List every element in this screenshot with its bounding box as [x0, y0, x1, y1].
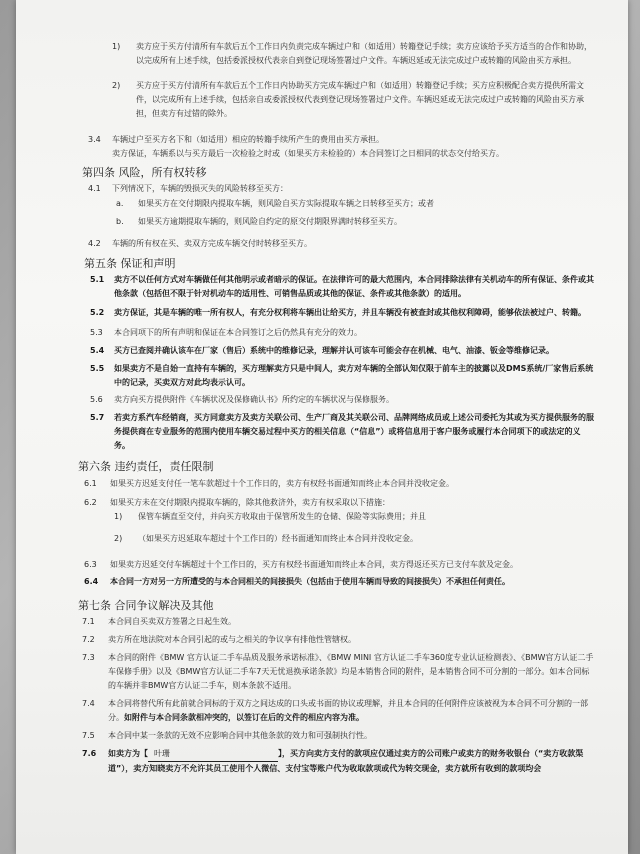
clause-6-2: [84, 496, 596, 510]
clause-text-bold: 如附件与本合同条款相冲突的，以签订在后的文件的相应内容为准。: [124, 713, 364, 722]
clause-text: 卖方不以任何方式对车辆做任何其他明示或者暗示的保证。在法律许可的最大范围内，本合同排除法律有关机动车的所有保证、条件或其他条款（包括但不限于针对机动车的适用性、可销售品质或其他的保证、条件或其他条款）的适用。: [114, 275, 594, 298]
clause-7-2: [82, 633, 594, 647]
clause-prefix: 如卖方为【: [108, 749, 148, 758]
clause-text: 卖方保证，其是车辆的唯一所有权人，有充分权利将车辆出让给买方，并且车辆没有被查封或其他权利障碍，能够依法被过户、转籍。: [114, 308, 586, 317]
clause-number: 6.2: [84, 498, 97, 507]
clause-3-4-line-2: 卖方保证，车辆系以与买方最后一次检验之时或（如果买方未检验的）本合同签订之日相同的状态交付给买方。: [112, 149, 504, 158]
clause-number: 5.1: [90, 275, 105, 284]
clause-6-1: [84, 477, 596, 491]
clause-number: a.: [116, 199, 124, 208]
clause-number: 7.1: [82, 617, 95, 626]
clause-text: 本合同自买卖双方签署之日起生效。: [108, 617, 236, 626]
clause-number: 6.1: [84, 479, 97, 488]
contract-content: [16, 40, 628, 776]
clause-number: 4.1: [88, 184, 101, 193]
clause-5-2: [90, 306, 596, 320]
clause-5-4: [90, 344, 596, 358]
clause-6-2-2: [114, 532, 594, 546]
clause-text-wrap: [108, 697, 596, 725]
contract-page: [16, 0, 628, 854]
clause-text: 如果买方未在交付期限内提取车辆的，除其他救济外，卖方有权采取以下措施：: [110, 498, 390, 507]
clause-4-2: [88, 237, 598, 251]
clause-text: 如果买方逾期提取车辆的，则风险自约定的原交付期限界满时转移至买方。: [138, 217, 402, 226]
clause-text: 卖方所在地法院对本合同引起的或与之相关的争议享有排他性管辖权。: [108, 635, 356, 644]
clause-text: 本合同项下的所有声明和保证在本合同签订之后仍然具有充分的效力。: [114, 328, 362, 337]
clause-4-1-b: [116, 215, 596, 229]
clause-number: 5.3: [90, 328, 103, 337]
clause-number: 6.3: [84, 560, 97, 569]
clause-text: 下列情况下，车辆的毁损灭失的风险转移至买方：: [112, 184, 288, 193]
clause-text: 若卖方系汽车经销商，买方同意卖方及卖方关联公司、生产厂商及其关联公司、品牌网络成员或上述公司委托为其或为买方提供服务的服务提供商在专业服务的范围内使用车辆交易过程中买方的相关信息（“信息”）或将信息用于客户服务或履行本合同项下的或法定的义务。: [114, 413, 594, 450]
clause-number: 5.2: [90, 308, 105, 317]
clause-3-4-line-1: 车辆过户至买方名下和（如适用）相应的转籍手续所产生的费用由买方承担。: [112, 135, 384, 144]
clause-text: 保管车辆直至交付，并向买方收取由于保管所发生的仓储、保险等实际费用；并且: [138, 512, 426, 521]
clause-text: 买方应于买方付清所有车款后五个工作日内协助买方完成车辆过户和（如适用）转籍登记手续；买方应积极配合卖方提供所需文件，以完成所有上述手续，包括亲自或委派授权代表到登记现场签署过户文件。车辆迟延或无法完成过户或转籍的风险由买方承担，但卖方有过错的除外。: [136, 81, 584, 118]
clause-text: 卖方应于买方付清所有车款后五个工作日内负责完成车辆过户和（如适用）转籍登记手续；卖方应该给予买方适当的合作和协助，以完成所有上述手续，包括委派授权代表亲自到登记现场签署过户文件。车辆迟延或无法完成过户或转籍的风险由买方承担。: [136, 42, 592, 65]
article-7-heading: 第七条 合同争议解决及其他: [78, 599, 214, 612]
clause-number: 1): [112, 42, 121, 51]
clause-number: 7.2: [82, 635, 95, 644]
article-6-heading: 第六条 违约责任，责任限制: [78, 460, 214, 473]
clause-number: 7.3: [82, 653, 95, 662]
clause-7-6: [82, 747, 596, 776]
clause-number: 7.6: [82, 749, 97, 758]
clause-text: 车辆的所有权在买、卖双方完成车辆交付时转移至买方。: [112, 239, 312, 248]
clause-text: 如果买方迟延支付任一笔车款超过十个工作日的，卖方有权经书面通知而终止本合同并没收定金。: [110, 479, 454, 488]
clause-6-4: [84, 575, 596, 589]
clause-number: 2): [114, 534, 123, 543]
clause-7-5: [82, 729, 596, 743]
clause-text: 如果卖方不是自始一直持有车辆的，买方理解卖方只是中间人，卖方对车辆的全部认知仅限于前车主的披露以及DMS系统/厂家售后系统中的记录，买卖双方对此均表示认可。: [114, 364, 594, 387]
clause-7-1: [82, 615, 594, 629]
clause-7-4: [82, 697, 596, 725]
clause-suffix: 】，买方向卖方支付的款项应仅通过卖方的公司账户或卖方的财务收银台（“卖方收款渠道”），卖方知晓卖方不允许其员工使用个人微信、支付宝等账户代为收取款项或代为转交现金，卖方就所有收到的款项均会: [108, 749, 584, 773]
clause-number: b.: [116, 217, 124, 226]
clause-6-3: [84, 558, 596, 572]
clause-number: 5.6: [90, 395, 103, 404]
clause-6-2-1: [114, 510, 594, 524]
clause-number: 5.4: [90, 346, 105, 355]
clause-4-1-a: [116, 197, 596, 211]
clause-number: 6.4: [84, 577, 99, 586]
clause-5-6: [90, 393, 596, 407]
clause-7-3: [82, 651, 596, 693]
clause-text: 卖方向买方提供附件《车辆状况及保修确认书》所约定的车辆状况与保修服务。: [114, 395, 394, 404]
seller-name-field[interactable]: 叶珊: [148, 747, 278, 762]
clause-5-1: [90, 273, 596, 301]
clause-5-3: [90, 326, 596, 340]
clause-number: 4.2: [88, 239, 101, 248]
clause-text: （如果买方迟延取车超过十个工作日的）经书面通知而终止本合同并没收定金。: [138, 534, 418, 543]
clause-number: 5.5: [90, 364, 105, 373]
clause-text: 本合同中某一条款的无效不应影响合同中其他条款的效力和可强制执行性。: [108, 731, 372, 740]
clause-3-4: [88, 133, 598, 161]
clause-number: 5.7: [90, 413, 105, 422]
clause-3-item-2: [112, 79, 592, 121]
clause-number: 1): [114, 512, 123, 521]
article-5-heading: 第五条 保证和声明: [84, 257, 176, 270]
clause-number: 3.4: [88, 135, 101, 144]
clause-text-wrap: [108, 747, 596, 776]
clause-4-1: [88, 182, 598, 196]
clause-text: 本合同的附件《BMW 官方认证二手车品质及服务承诺标准》、《BMW MINI 官方认证二手车360度专业认证检测表》、《BMW官方认证二手车保修手册》以及《BMW官方认证二手车7天无忧退换承诺条款》均是本销售合同的附件，是本销售合同不可分割的一部分。如本合同标的车辆并非BMW官方认证二手车，则本条款不适用。: [108, 653, 594, 690]
clause-text: 本合同一方对另一方所遭受的与本合同相关的间接损失（包括由于使用车辆而导致的间接损失）不承担任何责任。: [110, 577, 510, 586]
clause-text: 如果买方在交付期限内提取车辆，则风险自买方实际提取车辆之日转移至买方；或者: [138, 199, 434, 208]
article-4-heading: 第四条 风险，所有权转移: [82, 166, 207, 179]
clause-5-5: [90, 362, 596, 390]
clause-text: 本合同将替代所有此前就合同标的于双方之间达成的口头或书面的协议或理解，并且本合同的任何附件应该被视为本合同不可分割的一部分。: [108, 699, 588, 722]
clause-number: 2): [112, 81, 121, 90]
clause-number: 7.5: [82, 731, 95, 740]
clause-3-item-1: [112, 40, 592, 68]
clause-number: 7.4: [82, 699, 95, 708]
clause-text: 如果卖方迟延交付车辆超过十个工作日的，买方有权经书面通知而终止本合同，卖方得返还买方已支付车款及定金。: [110, 560, 518, 569]
clause-5-7: [90, 411, 596, 453]
clause-text: 买方已查阅并确认该车在厂家（售后）系统中的维修记录，理解并认可该车可能会存在机械、电气、油漆、钣金等维修记录。: [114, 346, 554, 355]
